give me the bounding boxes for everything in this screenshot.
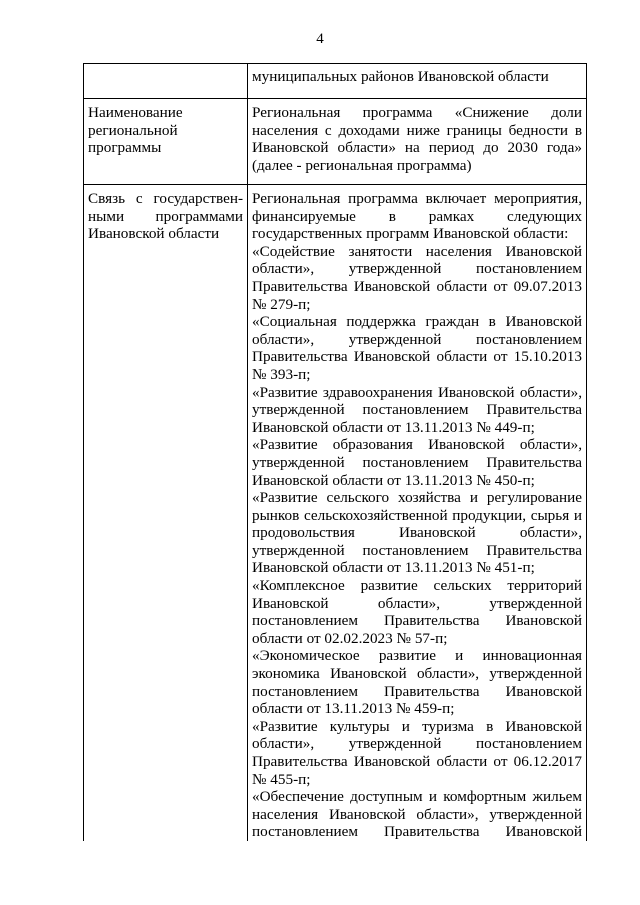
program-links-label — [84, 185, 248, 841]
table-row-continuation — [84, 64, 587, 99]
program-name-label-text: Наименование региональной программы — [88, 104, 183, 157]
program-links-value — [248, 185, 587, 841]
cell-top-right: муниципальных районов Ивановской области — [248, 64, 587, 99]
program-item-9-partial: «Обеспечение доступным и комфортным жильем населения Ивановской области», утвержденной постановлением Правительства Ивановской — [252, 788, 582, 841]
page-number: 4 — [316, 31, 324, 47]
program-item-6: «Комплексное развитие сельских территорий Ивановской области», утвержденной постановлением Правительства Ивановской области от 02.02.2023 № 57-п; — [252, 577, 582, 647]
program-links-label-text: Связь с государствен-ными программами Ивановской области — [88, 190, 243, 243]
program-item-3: «Развитие здравоохранения Ивановской области», утвержденной постановлением Правительства Ивановской области от 13.11.2013 № 449-п; — [252, 383, 582, 436]
program-item-4: «Развитие образования Ивановской области», утвержденной постановлением Правительства Ивановской области от 13.11.2013 № 450-п; — [252, 436, 582, 489]
cell-top-left — [84, 64, 248, 99]
program-item-7: «Экономическое развитие и инновационная экономика Ивановской области», утвержденной постановлением Правительства Ивановской области от 13.11.2013 № 459-п; — [252, 647, 582, 718]
program-name-value-text: Региональная программа «Снижение доли населения с доходами ниже границы бедности в Ивановской области» на период до 2030 года» (далее - региональная программа) — [252, 104, 582, 174]
program-item-1: «Содействие занятости населения Ивановской области», утвержденной постановлением Правительства Ивановской области от 09.07.2013 № 279-п; — [252, 242, 582, 313]
program-item-8: «Развитие культуры и туризма в Ивановской области», утвержденной постановлением Правительства Ивановской области от 06.12.2017 № 455-п; — [252, 717, 582, 788]
table-row-program-name — [84, 99, 587, 185]
program-links-intro: Региональная программа включает мероприятия, финансируемые в рамках следующих государственных программ Ивановской области: — [252, 190, 582, 243]
program-item-2: «Социальная поддержка граждан в Ивановской области», утвержденной постановлением Правительства Ивановской области от 15.10.2013 № 393-п; — [252, 313, 582, 383]
passport-table — [83, 63, 587, 841]
table-row-program-links — [84, 185, 587, 841]
program-name-value — [248, 99, 587, 185]
program-name-label — [84, 99, 248, 185]
program-item-5: «Развитие сельского хозяйства и регулирование рынков сельскохозяйственной продукции, сырья и продовольствия Ивановской области», утвержденной постановлением Правительства Ивановской области от 13.11.2013 № 451-п; — [252, 489, 582, 577]
